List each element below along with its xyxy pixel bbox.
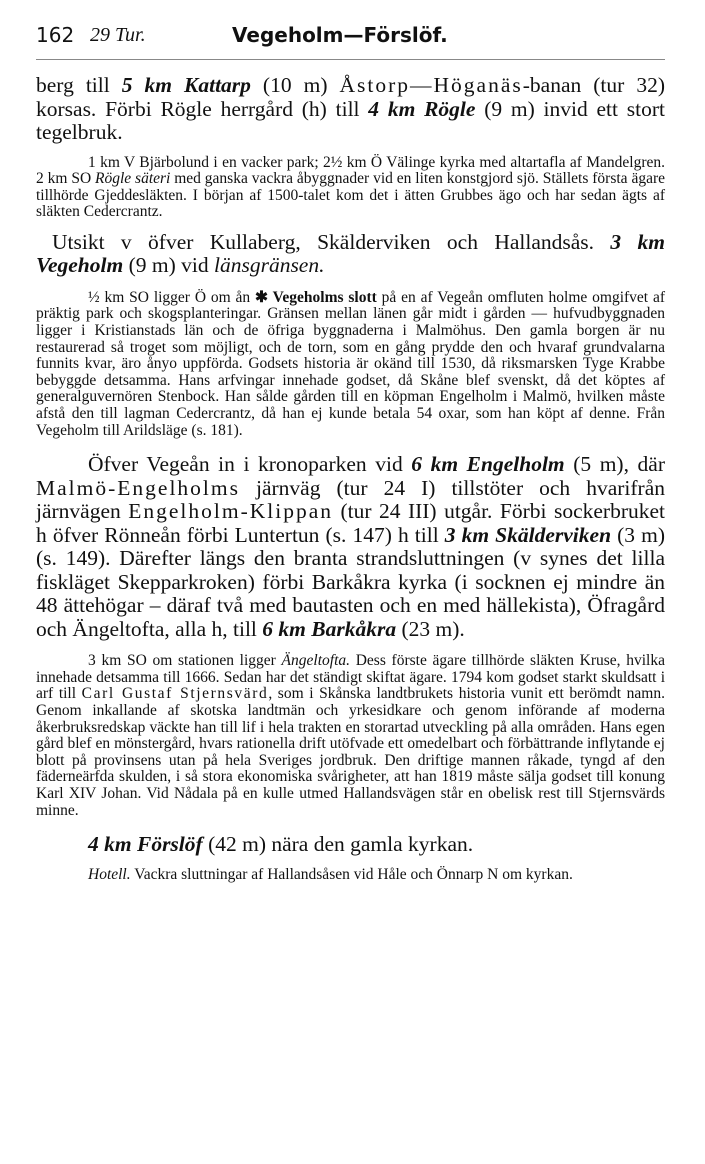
running-title: Vegeholm—Förslöf. [232,23,448,47]
railway-name: Engelholm-Klippan [128,499,334,524]
sight-vegeholms-slott: Vegeholms slott [268,288,377,306]
note-rogle [36,155,665,221]
text: (tur 24 III) utgår. Förbi sockerbruket h öfver Rönneån förbi Luntertun (s. 147) h till [36,499,665,547]
text: (9 m) invid ett stort tegelbruk. [36,96,666,144]
text: (23 m). [396,616,465,641]
lansgransen: länsgränsen. [213,253,325,278]
route-paragraph-vegeholm [36,231,665,278]
text: Dess förste ägare tillhörde släkten Kruse, hvilka innehade detsamma till 1666. Sedan har det ständigt skiftat ägare. 1794 kom godset starkt skuldsatt i arf till [36,652,665,703]
text: (42 m) nära den gamla kyrkan. [202,832,474,857]
place-rogle: 4 km Rögle [368,96,476,121]
place-skalderviken: 3 km Skälderviken [444,522,612,547]
hotel-label: Hotell. [88,865,131,883]
place-rogle-sateri: Rögle säteri [95,170,171,188]
text: Öfver Vegeån in i kronoparken vid [88,452,412,477]
route-paragraph-engelholm [36,453,665,641]
text: med ganska vackra åbyggnader vid en liten konstgjord sjö. Ställets första ägare tillhörde Gjeddesläkten. I början af 1500-talet kom det i ätten Grubbes ägo och har sedan ägts af släkten Cedercrantz. [36,170,665,221]
place-engelholm: 6 km Engelholm [411,452,565,477]
text: järnväg (tur 24 I) tillstöter och hvarifrån järnvägen [36,475,665,524]
railway-name: Malmö-Engelholms [36,475,240,500]
note-vegeholms-slott [36,290,665,439]
text: 3 km SO om stationen ligger [88,652,282,670]
place-forslof: 4 km Förslöf [88,832,203,857]
railway-name: Åstorp—Höganäs [339,73,523,97]
page-number: 162 [36,23,75,47]
place-barkakra: 6 km Barkåkra [262,616,397,641]
place-kattarp: 5 km Kattarp [121,73,251,97]
place-vegeholm: 3 km Vegeholm [36,229,665,278]
text: 1 km V Bjärbolund i en vacker park; 2½ km Ö Välinge kyrka med altartafla af Mandelgren. 2 km SO [36,153,665,188]
note-angeltofta [36,653,665,819]
person-name: Carl Gustaf Stjernsvärd [81,685,269,703]
text: berg till [36,73,122,97]
text: (10 m) [250,73,340,97]
note-forslof [36,867,665,884]
text: Utsikt v öfver Kullaberg, Skälderviken och Hallandsås. [52,229,611,254]
route-paragraph-forslof [36,833,665,857]
text: Vackra sluttningar af Hallandsåsen vid Håle och Önnarp N om kyrkan. [130,865,573,883]
text: (5 m), där [564,452,665,477]
text: på en af Vegeån omfluten holme omgifvet af präktig park och skogsplanteringar. Gränsen mellan länen går midt i gården — hufvudbyggnaden ligger i Kristianstads län och de öfriga byggnaderna i Malmöhus. Den gamla borgen är nu restaurerad så troget som möjligt, och de torn, som en gång prydde den och hvaraf grundvalarna funnits kvar, äro ånyo uppförda. Godsets historia är okänd till 1530, då riksmarsken Tyge Krabbe bebyggde detsamma. Hans arfvingar innehade godset, då Skåne blef svenskt, då det köptes af generalguvernören Stenbock. Han sålde gården till en köpman Engelholm i Malmö, hvilken måste afstå den till lagman Cedercrantz, då han ej kunde betala 54 oxar, som han köpt af denne. Från Vegeholm till Arildsläge (s. 181). [36,288,665,439]
page-content [36,74,665,883]
place-angeltofta: Ängeltofta. [281,652,350,670]
text: , som i Skånska landtbrukets historia vunit ett berömdt namn. Genom inkallande af skotska landtmän och yrkesidkare och genom införande af moderna åkerbruksredskap väckte han till lif i hela trakten en storartad utveckling på alla områden. Hans egen gård blef en mönstergård, hvars rationella drift utöfvade ett omedelbart och förbättrande inflytande ej blott på provinsens utan på hela Sveriges jordbruk. Den driftige mannen råkade, tyngd af den fäderneärfda skulden, i så stora ekonomiska svårigheter, att han 1819 måste sälja godset till konung Karl XIV Johan. Vid Nådala på en kulle utmed Hallandsvägen står en obelisk rest till Stjernsvärds minne. [36,685,665,819]
header-rule [36,59,665,60]
text: -banan (tur 32) korsas. Förbi Rögle herrgård (h) till [36,73,665,121]
route-paragraph-kattarp [36,74,665,145]
text: (9 m) vid [123,253,214,278]
route-number: 29 Tur. [90,24,146,46]
text: (3 m) (s. 149). Därefter längs den branta strandsluttningen (v synes det lilla fiskläget Skepparkroken) förbi Barkåkra kyrka (i socknen ej mindre än 48 ättehögar – däraf två med bautasten och en med hällekista), Öfragård och Ängeltofta, alla h, till [36,522,665,641]
text: ½ km SO ligger Ö om ån [88,288,256,306]
star-icon: ✱ [255,288,269,306]
